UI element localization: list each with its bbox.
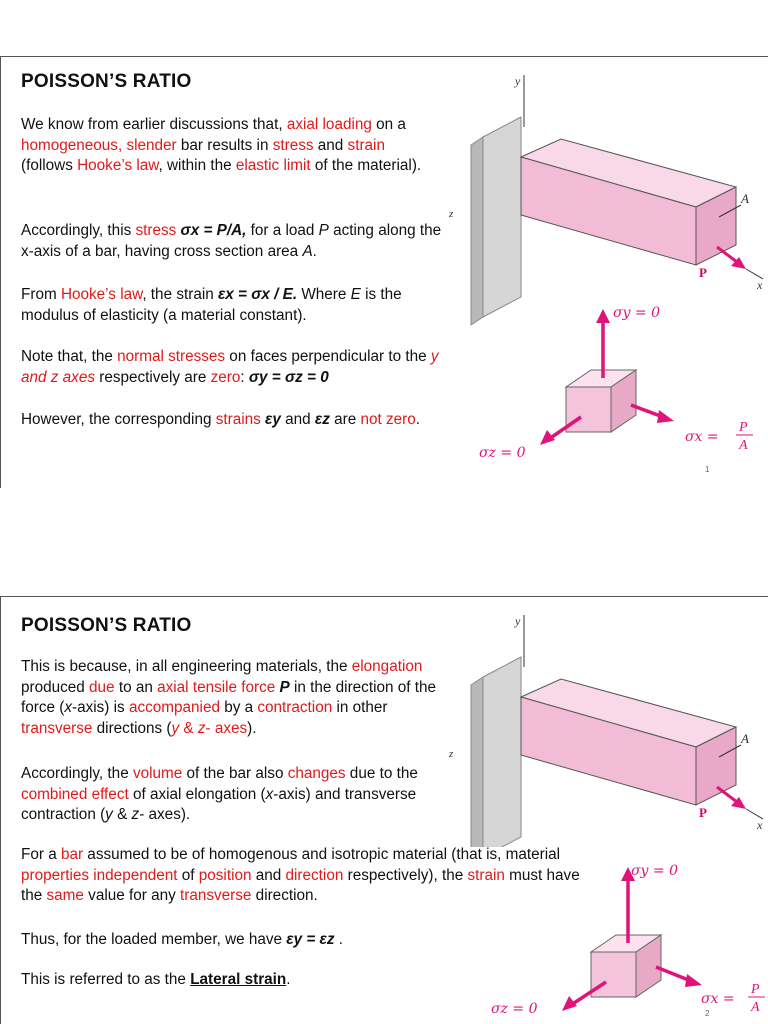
sigma-z-label: σz = 0 xyxy=(479,445,526,461)
z-axis-label: z xyxy=(449,208,454,220)
slide-title: POISSON’S RATIO xyxy=(21,615,192,636)
cube-front xyxy=(591,952,636,997)
paragraph-normal-stresses: Note that, the normal stresses on faces perpendicular to the y and z axes respectively are zero: σy = σz = 0 xyxy=(21,348,439,386)
paragraph-equal-strains: Thus, for the loaded member, we have εy = εz . xyxy=(21,931,344,948)
x-axis-label: x xyxy=(757,818,763,832)
z-axis-label: z xyxy=(449,748,454,760)
paragraph-isotropic-material: For a bar assumed to be of homogenous and isotropic material (that is, material properties independent of position and direction respectively), the strain must have the same value for any transverse direction. xyxy=(21,846,580,904)
stress-cube-figure xyxy=(451,847,768,1024)
fraction-numerator: P xyxy=(739,420,748,435)
axial-bar-figure xyxy=(441,607,768,847)
paragraph-axial-loading: We know from earlier discussions that, axial loading on a homogeneous, slender bar results in stress and strain (follows Hooke’s law, within the elastic limit of the material). xyxy=(21,116,422,174)
sigma-y-label: σy = 0 xyxy=(613,305,661,321)
cube-front xyxy=(566,387,611,432)
paragraph-elongation: This is because, in all engineering materials, the elongation produced due to an axial tensile force P in the direction of the force (x-axis) is accompanied by a contraction in other transverse directions (y & z- axes). xyxy=(21,658,437,737)
fraction-numerator: P xyxy=(751,982,760,997)
point-A-label: A xyxy=(741,731,749,746)
paragraph-stress-definition: Accordingly, this stress σx = P/A, for a load P acting along the x-axis of a bar, having cross section area A. xyxy=(21,222,442,260)
fraction-denominator: A xyxy=(739,438,748,453)
page-number: 1 xyxy=(705,465,710,474)
paragraph-hookes-law: From Hooke’s law, the strain εx = σx / E. Where E is the modulus of elasticity (a material constant). xyxy=(21,286,402,324)
y-axis-label: y xyxy=(515,74,521,88)
y-axis-label: y xyxy=(515,614,521,628)
wall xyxy=(483,657,521,847)
sigma-y-label: σy = 0 xyxy=(631,863,679,879)
page-number: 2 xyxy=(705,1009,710,1018)
paragraph-lateral-strain: This is referred to as the Lateral strain. xyxy=(21,971,291,988)
fraction-denominator: A xyxy=(751,1000,760,1015)
load-P-label: P xyxy=(699,805,707,820)
sigma-z-label: σz = 0 xyxy=(491,1001,538,1017)
x-axis-label: x xyxy=(757,278,763,292)
sigma-x-label: σx = xyxy=(701,991,735,1007)
slide-1 xyxy=(0,56,768,488)
slide-title: POISSON’S RATIO xyxy=(21,71,192,92)
paragraph-strains-not-zero: However, the corresponding strains εy and εz are not zero. xyxy=(21,411,421,428)
axial-bar-figure xyxy=(441,67,768,487)
paragraph-volume-change: Accordingly, the volume of the bar also changes due to the combined effect of axial elongation (x-axis) and transverse contraction (y & z- axes). xyxy=(21,765,418,823)
sigma-x-label: σx = xyxy=(685,429,719,445)
point-A-label: A xyxy=(741,191,749,206)
load-P-label: P xyxy=(699,265,707,280)
wall xyxy=(483,117,521,317)
slide-2 xyxy=(0,596,768,1024)
